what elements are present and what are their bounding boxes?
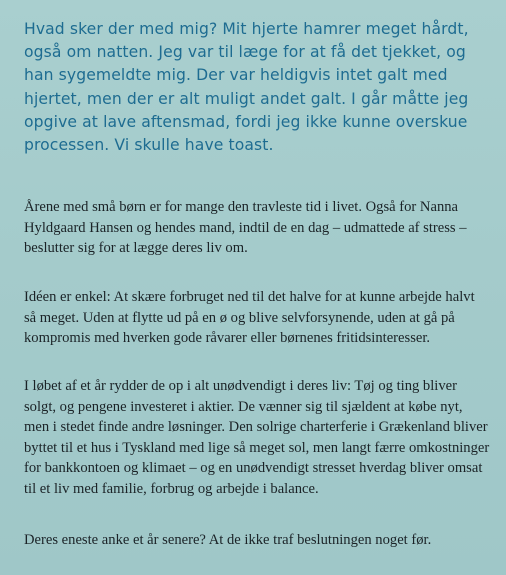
blurb-paragraph-3: I løbet af et år rydder de op i alt unødvendigt i deres liv: Tøj og ting bliver solgt, og pengene investeret i aktier. De vænner sig til sjældent at købe nyt, men i stedet finde andre løsninger. Den solrige charterferie i Grækenland bliver byttet til et hus i Tyskland med lige så meget sol, men langt færre omkostninger for bankkontoen og klimaet – og en unødvendigt stresset hverdag bliver omsat til et liv med familie, forbrug og arbejde i balance. [24, 378, 490, 497]
cover-quote: Hvad sker der med mig? Mit hjerte hamrer meget hårdt, også om natten. Jeg var til læge for at få det tjekket, og han sygemeldte mig. Der var heldigvis intet galt med hjertet, men der er alt muligt andet galt. I går måtte jeg opgive at lave aftensmad, fordi jeg ikke kunne overskue processen. Vi skulle have toast. [24, 20, 469, 155]
blurb-paragraph-2: Idéen er enkel: At skære forbruget ned til det halve for at kunne arbejde halvt så meget. Uden at flytte ud på en ø og blive selvforsynende, uden at gå på kompromis med hverken gode råvarer eller børnenes fritidsinteresser. [24, 289, 475, 346]
blurb-paragraph-4: Deres eneste anke et år senere? At de ikke traf beslutningen noget før. [24, 532, 432, 548]
blurb-paragraph-1: Årene med små børn er for mange den travleste tid i livet. Også for Nanna Hyldgaard Hansen og hendes mand, indtil de en dag – udmattede af stress – beslutter sig for at lægge deres liv om. [24, 199, 467, 256]
